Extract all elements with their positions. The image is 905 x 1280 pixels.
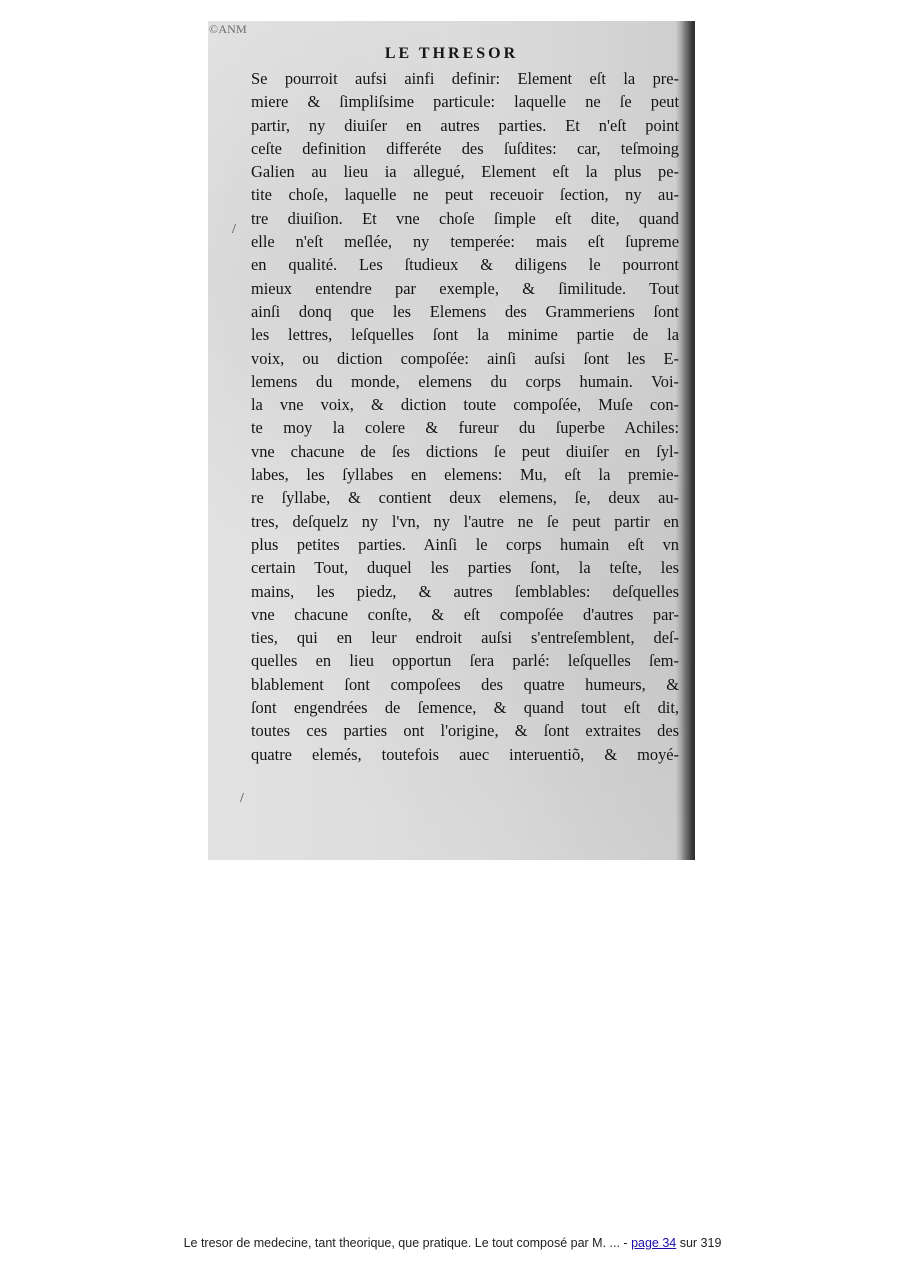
text-line: quelles en lieu opportun ſera parlé: leſquelles ſem-	[251, 651, 679, 671]
text-line: ſont engendrées de ſemence, & quand tout eſt dit,	[251, 698, 679, 718]
page-scan-image	[208, 21, 695, 860]
margin-mark: /	[240, 791, 244, 806]
text-line: partir, ny diuiſer en autres parties. Et n'eſt point	[251, 115, 679, 135]
running-head: LE THRESOR	[384, 45, 519, 62]
text-line: en qualité. Les ſtudieux & diligens le pourront	[251, 255, 679, 275]
text-line: vne chacune de ſes dictions ſe peut diuiſer en ſyl-	[251, 441, 679, 461]
watermark: ©ANM	[209, 22, 247, 36]
text-line: la vne voix, & diction toute compoſée, Muſe con-	[251, 395, 679, 415]
text-line: mieux entendre par exemple, & ſimilitude. Tout	[251, 278, 679, 298]
text-line: blablement ſont compoſees des quatre humeurs, &	[251, 674, 679, 694]
margin-mark: /	[232, 222, 236, 237]
text-line: voix, ou diction compoſée: ainſi auſsi ſont les E-	[251, 348, 679, 368]
text-line: labes, les ſyllabes en elemens: Mu, eſt la premie-	[251, 465, 679, 485]
text-line: ainſi donq que les Elemens des Grammeriens ſont	[251, 301, 679, 321]
text-line: Se pourroit aufsi ainfi definir: Element eſt la pre-	[251, 69, 679, 88]
text-line: re ſyllabe, & contient deux elemens, ſe, deux au-	[251, 488, 679, 508]
text-line: lemens du monde, elemens du corps humain. Voi-	[251, 371, 679, 391]
text-line: ties, qui en leur endroit auſsi s'entreſemblent, deſ-	[251, 628, 679, 648]
text-line: te moy la colere & fureur du ſuperbe Achiles:	[251, 418, 679, 438]
text-line: Galien au lieu ia allegué, Element eſt la plus pe-	[251, 162, 679, 182]
text-line: ceſte definition differéte des ſuſdites: car, teſmoing	[251, 138, 679, 158]
text-line: toutes ces parties ont l'origine, & ſont extraites des	[251, 721, 679, 741]
text-line: vne chacune conſte, & eſt compoſée d'autres par-	[251, 604, 679, 624]
footer-caption	[0, 1236, 905, 1250]
text-line: mains, les piedz, & autres ſemblables: deſquelles	[251, 581, 679, 601]
text-line: tres, deſquelz ny l'vn, ny l'autre ne ſe peut partir en	[251, 511, 679, 531]
text-line: les lettres, leſquelles ſont la minime partie de la	[251, 325, 679, 345]
footer-page-count: sur 319	[676, 1236, 722, 1250]
text-line: plus petites parties. Ainſi le corps humain eſt vn	[251, 534, 679, 554]
page-link[interactable]: page 34	[631, 1236, 677, 1250]
text-line: certain Tout, duquel les parties ſont, la teſte, les	[251, 558, 679, 578]
page-edge-shadow	[681, 21, 695, 860]
text-line: tite choſe, laquelle ne peut receuoir ſection, ny au-	[251, 185, 679, 205]
footer-title: Le tresor de medecine, tant theorique, que pratique. Le tout composé par M. ... -	[183, 1236, 632, 1250]
text-line: quatre elemés, toutefois auec interuentiõ, & moyé-	[251, 744, 679, 764]
body-text	[251, 67, 679, 766]
text-line: tre diuiſion. Et vne choſe ſimple eſt dite, quand	[251, 208, 679, 228]
text-line: miere & ſimpliſsime particule: laquelle ne ſe peut	[251, 92, 679, 112]
text-line: elle n'eſt meſlée, ny temperée: mais eſt ſupreme	[251, 232, 679, 252]
